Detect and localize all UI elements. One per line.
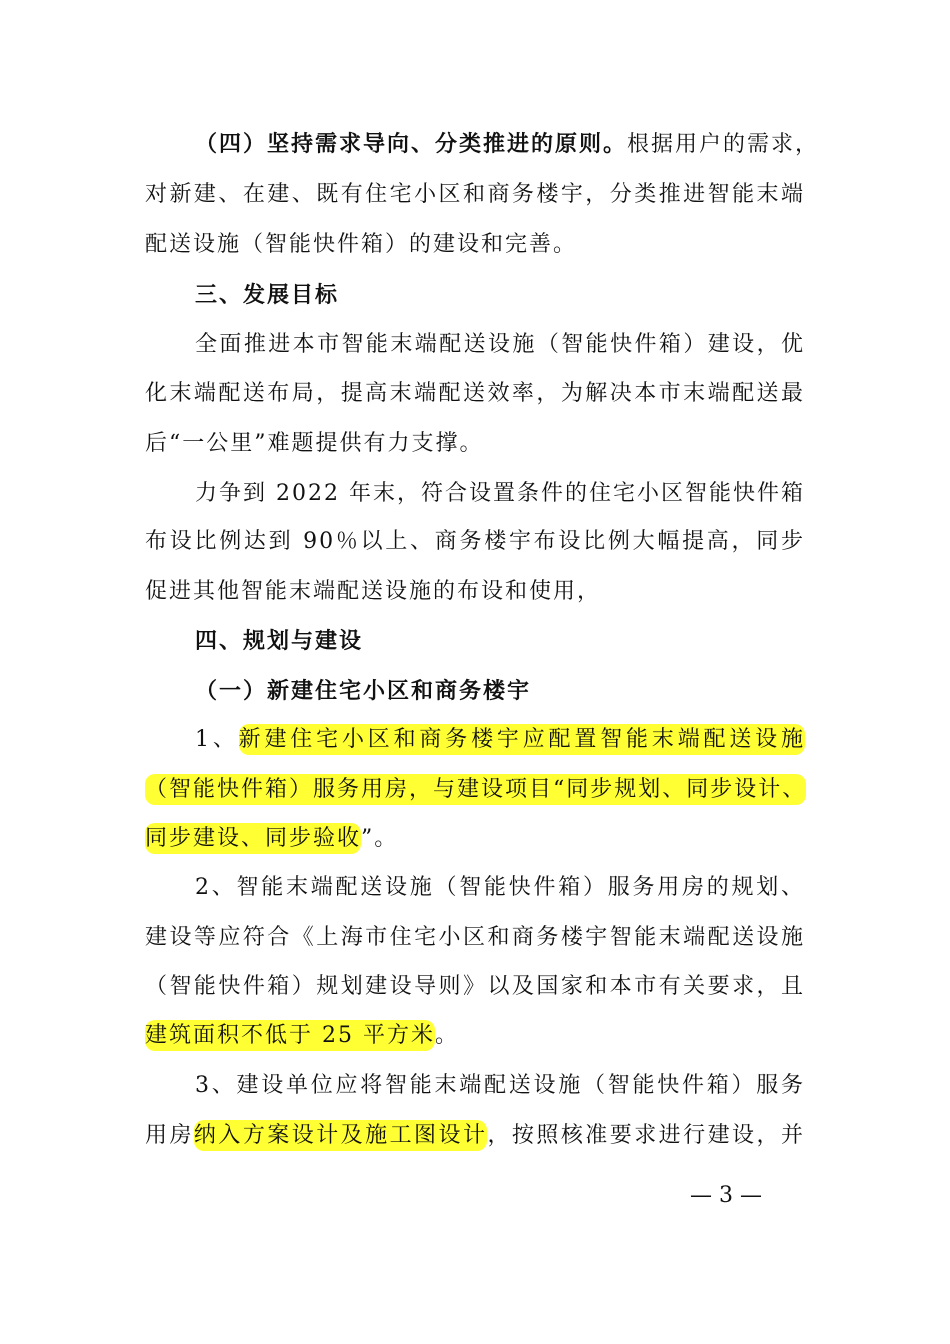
item3-line2-pre: 用房 (145, 1123, 194, 1148)
item3-line-1: 3、建设单位应将智能末端配送设施（智能快件箱）服务 (195, 1073, 805, 1098)
item1-line3-rest: ”。 (361, 826, 399, 851)
item2-line-1: 2、智能末端配送设施（智能快件箱）服务用房的规划、 (195, 875, 805, 900)
highlight-item1-line1: 新建住宅小区和商务楼宇应配置智能末端配送设施 (239, 724, 805, 755)
item2-line-2: 建设等应符合《上海市住宅小区和商务楼宇智能末端配送设施 (145, 925, 805, 950)
principle-line-1 (195, 124, 820, 164)
item1-number: 1、 (195, 727, 239, 752)
goal-p1-line-1: 全面推进本市智能末端配送设施（智能快件箱）建设，优 (195, 332, 805, 357)
principle-text: 根据用户的需求， (627, 132, 820, 157)
highlight-item1-line3: 同步建设、同步验收 (145, 823, 361, 854)
item1-line-2 (145, 770, 805, 810)
item3-line2-rest: ，按照核准要求进行建设，并 (487, 1123, 805, 1148)
item3-line-2 (145, 1116, 805, 1156)
sub1-heading: （一）新建住宅小区和商务楼宇 (195, 678, 532, 704)
highlight-item2-area: 建筑面积不低于 25 平方米 (145, 1020, 435, 1051)
principle-heading: （四）坚持需求导向、分类推进的原则。 (195, 131, 628, 157)
goal-p1-line-2: 化末端配送布局，提高末端配送效率，为解决本市末端配送最 (145, 381, 805, 406)
item1-line-1 (195, 720, 805, 760)
goal-p1-line-3: 后“一公里”难题提供有力支撑。 (145, 431, 484, 456)
highlight-item3-design: 纳入方案设计及施工图设计 (194, 1120, 488, 1151)
item2-line-3: （智能快件箱）规划建设导则》以及国家和本市有关要求，且 (145, 974, 805, 999)
item2-line4-rest: 。 (434, 1023, 459, 1048)
principle-line-2: 对新建、在建、既有住宅小区和商务楼宇，分类推进智能末端 (145, 182, 805, 207)
goal-heading: 三、发展目标 (195, 282, 340, 308)
principle-line-3: 配送设施（智能快件箱）的建设和完善。 (145, 232, 578, 257)
goal-p2-line-2: 布设比例达到 90％以上、商务楼宇布设比例大幅提高，同步 (145, 529, 805, 554)
highlight-item1-line2: （智能快件箱）服务用房，与建设项目“同步规划、同步设计、 (145, 774, 806, 805)
item1-line-3 (145, 819, 805, 859)
plan-heading: 四、规划与建设 (195, 628, 364, 654)
page-number: — 3 — (690, 1183, 762, 1208)
goal-p2-line-3: 促进其他智能末端配送设施的布设和使用， (145, 579, 602, 604)
item2-line-4 (145, 1016, 805, 1056)
goal-p2-line-1: 力争到 2022 年末，符合设置条件的住宅小区智能快件箱 (195, 481, 805, 506)
